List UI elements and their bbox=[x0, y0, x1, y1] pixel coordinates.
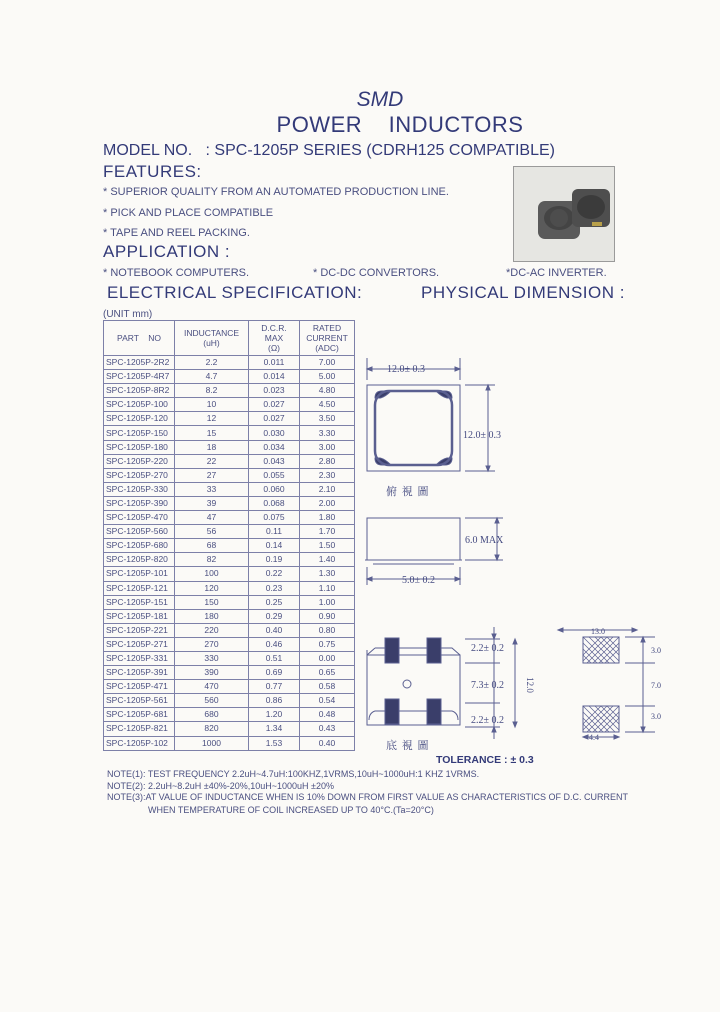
table-row bbox=[104, 426, 355, 440]
inductance-cell: 15 bbox=[175, 426, 249, 440]
rated-current-cell: 2.80 bbox=[300, 454, 355, 468]
table-row bbox=[104, 370, 355, 384]
part-number-cell: SPC-1205P-101 bbox=[104, 567, 175, 581]
part-number-cell: SPC-1205P-820 bbox=[104, 553, 175, 567]
part-number-cell: SPC-1205P-561 bbox=[104, 694, 175, 708]
table-row bbox=[104, 680, 355, 694]
rated-current-cell: 1.00 bbox=[300, 595, 355, 609]
rated-current-cell: 3.50 bbox=[300, 412, 355, 426]
inductance-cell: 56 bbox=[175, 525, 249, 539]
part-number-cell: SPC-1205P-391 bbox=[104, 666, 175, 680]
inductance-cell: 12 bbox=[175, 412, 249, 426]
rated-current-cell: 0.40 bbox=[300, 736, 355, 750]
rated-current-cell: 1.10 bbox=[300, 581, 355, 595]
dcr-cell: 0.014 bbox=[249, 370, 300, 384]
table-row bbox=[104, 609, 355, 623]
inductance-cell: 680 bbox=[175, 708, 249, 722]
spec-table bbox=[103, 320, 355, 751]
application-heading: APPLICATION : bbox=[103, 242, 231, 261]
dcr-cell: 1.34 bbox=[249, 722, 300, 736]
header-part-no: PART NO bbox=[104, 321, 175, 356]
dcr-cell: 0.51 bbox=[249, 651, 300, 665]
header-dcr: D.C.R. MAX (Ω) bbox=[249, 321, 300, 356]
table-body bbox=[104, 356, 355, 751]
inductance-cell: 150 bbox=[175, 595, 249, 609]
inductance-cell: 180 bbox=[175, 609, 249, 623]
table-row bbox=[104, 736, 355, 750]
part-number-cell: SPC-1205P-330 bbox=[104, 482, 175, 496]
table-row bbox=[104, 496, 355, 510]
dcr-cell: 0.29 bbox=[249, 609, 300, 623]
part-number-cell: SPC-1205P-181 bbox=[104, 609, 175, 623]
part-number-cell: SPC-1205P-470 bbox=[104, 511, 175, 525]
table-row bbox=[104, 595, 355, 609]
rated-current-cell: 0.65 bbox=[300, 666, 355, 680]
dcr-cell: 1.53 bbox=[249, 736, 300, 750]
feature-item: * TAPE AND REEL PACKING. bbox=[103, 227, 250, 239]
land-dim-7: 7.0 bbox=[651, 681, 661, 690]
inductance-cell: 22 bbox=[175, 454, 249, 468]
inductance-cell: 4.7 bbox=[175, 370, 249, 384]
inductance-cell: 1000 bbox=[175, 736, 249, 750]
dcr-cell: 0.69 bbox=[249, 666, 300, 680]
table-row bbox=[104, 356, 355, 370]
rated-current-cell: 1.30 bbox=[300, 567, 355, 581]
application-item: * NOTEBOOK COMPUTERS. bbox=[103, 267, 250, 279]
model-number: MODEL NO. : SPC-1205P SERIES (CDRH125 COMPATIBLE) bbox=[103, 142, 555, 159]
inductance-cell: 470 bbox=[175, 680, 249, 694]
part-number-cell: SPC-1205P-331 bbox=[104, 651, 175, 665]
dcr-cell: 0.060 bbox=[249, 482, 300, 496]
rated-current-cell: 1.50 bbox=[300, 539, 355, 553]
dcr-cell: 0.068 bbox=[249, 496, 300, 510]
rated-current-cell: 2.10 bbox=[300, 482, 355, 496]
land-dim-3a: 3.0 bbox=[651, 646, 661, 655]
rated-current-cell: 0.48 bbox=[300, 708, 355, 722]
part-number-cell: SPC-1205P-390 bbox=[104, 496, 175, 510]
feature-item: * PICK AND PLACE COMPATIBLE bbox=[103, 207, 274, 219]
table-row bbox=[104, 539, 355, 553]
inductance-cell: 47 bbox=[175, 511, 249, 525]
table-row bbox=[104, 384, 355, 398]
dim-height-max: 6.0 MAX bbox=[465, 535, 504, 546]
inductance-cell: 39 bbox=[175, 496, 249, 510]
physical-dimension-heading: PHYSICAL DIMENSION : bbox=[421, 283, 625, 302]
inductance-cell: 820 bbox=[175, 722, 249, 736]
rated-current-cell: 0.75 bbox=[300, 637, 355, 651]
inductance-cell: 2.2 bbox=[175, 356, 249, 370]
title-power-inductors: POWER INDUCTORS bbox=[276, 112, 524, 137]
inductance-cell: 330 bbox=[175, 651, 249, 665]
rated-current-cell: 0.58 bbox=[300, 680, 355, 694]
table-row bbox=[104, 468, 355, 482]
dim-top-width: 12.0± 0.3 bbox=[387, 364, 425, 375]
note-1: NOTE(1): TEST FREQUENCY 2.2uH~4.7uH:100KHZ,1VRMS,10uH~1000uH:1 KHZ 1VRMS. bbox=[107, 769, 480, 779]
dcr-cell: 0.027 bbox=[249, 412, 300, 426]
land-dim-4: 4.4 bbox=[589, 733, 599, 742]
top-view-caption: 俯 視 圖 bbox=[386, 486, 430, 498]
note-3: NOTE(3):AT VALUE OF INDUCTANCE WHEN IS 10% DOWN FROM FIRST VALUE AS CHARACTERISTICS OF D.C. CURRENT bbox=[107, 792, 629, 802]
dcr-cell: 0.030 bbox=[249, 426, 300, 440]
dim-pad-top: 2.2± 0.2 bbox=[471, 643, 504, 654]
features-heading: FEATURES: bbox=[103, 162, 202, 181]
dcr-cell: 0.40 bbox=[249, 623, 300, 637]
dcr-cell: 0.25 bbox=[249, 595, 300, 609]
dcr-cell: 0.22 bbox=[249, 567, 300, 581]
land-pattern-drawing bbox=[558, 628, 655, 739]
dcr-cell: 0.027 bbox=[249, 398, 300, 412]
rated-current-cell: 0.00 bbox=[300, 651, 355, 665]
dim-pad-middle: 7.3± 0.2 bbox=[471, 680, 504, 691]
title-smd: SMD bbox=[356, 88, 404, 111]
rated-current-cell: 3.00 bbox=[300, 440, 355, 454]
table-row bbox=[104, 694, 355, 708]
inductance-cell: 390 bbox=[175, 666, 249, 680]
table-row bbox=[104, 651, 355, 665]
table-row bbox=[104, 553, 355, 567]
rated-current-cell: 4.80 bbox=[300, 384, 355, 398]
part-number-cell: SPC-1205P-560 bbox=[104, 525, 175, 539]
table-row bbox=[104, 454, 355, 468]
inductance-cell: 68 bbox=[175, 539, 249, 553]
rated-current-cell: 0.90 bbox=[300, 609, 355, 623]
land-dim-3b: 3.0 bbox=[651, 712, 661, 721]
part-number-cell: SPC-1205P-150 bbox=[104, 426, 175, 440]
product-photo bbox=[513, 166, 615, 262]
dim-top-height: 12.0± 0.3 bbox=[463, 430, 501, 441]
table-row bbox=[104, 398, 355, 412]
inductance-cell: 120 bbox=[175, 581, 249, 595]
inductance-cell: 560 bbox=[175, 694, 249, 708]
part-number-cell: SPC-1205P-821 bbox=[104, 722, 175, 736]
application-item: *DC-AC INVERTER. bbox=[506, 267, 607, 279]
dcr-cell: 0.23 bbox=[249, 581, 300, 595]
inductance-cell: 33 bbox=[175, 482, 249, 496]
table-row bbox=[104, 440, 355, 454]
table-row bbox=[104, 525, 355, 539]
part-number-cell: SPC-1205P-100 bbox=[104, 398, 175, 412]
dcr-cell: 0.011 bbox=[249, 356, 300, 370]
inductance-cell: 82 bbox=[175, 553, 249, 567]
rated-current-cell: 0.54 bbox=[300, 694, 355, 708]
rated-current-cell: 1.80 bbox=[300, 511, 355, 525]
rated-current-cell: 1.70 bbox=[300, 525, 355, 539]
rated-current-cell: 1.40 bbox=[300, 553, 355, 567]
part-number-cell: SPC-1205P-120 bbox=[104, 412, 175, 426]
table-row bbox=[104, 637, 355, 651]
dcr-cell: 0.043 bbox=[249, 454, 300, 468]
rated-current-cell: 0.43 bbox=[300, 722, 355, 736]
inductance-cell: 100 bbox=[175, 567, 249, 581]
table-row bbox=[104, 722, 355, 736]
dimension-drawings bbox=[355, 345, 685, 750]
rated-current-cell: 3.30 bbox=[300, 426, 355, 440]
dim-side-width: 5.0± 0.2 bbox=[402, 575, 435, 586]
tolerance: TOLERANCE : ± 0.3 bbox=[436, 754, 534, 766]
table-header-row bbox=[104, 321, 355, 356]
inductance-cell: 10 bbox=[175, 398, 249, 412]
table-row bbox=[104, 581, 355, 595]
electrical-spec-heading: ELECTRICAL SPECIFICATION: bbox=[107, 283, 363, 302]
rated-current-cell: 2.00 bbox=[300, 496, 355, 510]
rated-current-cell: 2.30 bbox=[300, 468, 355, 482]
dcr-cell: 0.86 bbox=[249, 694, 300, 708]
land-width: 13.0 bbox=[591, 627, 605, 636]
header-inductance: INDUCTANCE (uH) bbox=[175, 321, 249, 356]
dim-pad-side: 12.0 bbox=[525, 677, 535, 693]
dcr-cell: 0.055 bbox=[249, 468, 300, 482]
table-row bbox=[104, 511, 355, 525]
part-number-cell: SPC-1205P-8R2 bbox=[104, 384, 175, 398]
part-number-cell: SPC-1205P-4R7 bbox=[104, 370, 175, 384]
dcr-cell: 0.46 bbox=[249, 637, 300, 651]
rated-current-cell: 0.80 bbox=[300, 623, 355, 637]
dcr-cell: 0.075 bbox=[249, 511, 300, 525]
table-row bbox=[104, 666, 355, 680]
header-rated-current: RATED CURRENT (ADC) bbox=[300, 321, 355, 356]
part-number-cell: SPC-1205P-180 bbox=[104, 440, 175, 454]
inductance-cell: 18 bbox=[175, 440, 249, 454]
dim-pad-bottom: 2.2± 0.2 bbox=[471, 715, 504, 726]
part-number-cell: SPC-1205P-220 bbox=[104, 454, 175, 468]
dcr-cell: 1.20 bbox=[249, 708, 300, 722]
inductance-cell: 270 bbox=[175, 637, 249, 651]
bottom-view-caption: 底 視 圖 bbox=[386, 740, 430, 750]
part-number-cell: SPC-1205P-151 bbox=[104, 595, 175, 609]
rated-current-cell: 5.00 bbox=[300, 370, 355, 384]
part-number-cell: SPC-1205P-221 bbox=[104, 623, 175, 637]
part-number-cell: SPC-1205P-270 bbox=[104, 468, 175, 482]
rated-current-cell: 7.00 bbox=[300, 356, 355, 370]
rated-current-cell: 4.50 bbox=[300, 398, 355, 412]
part-number-cell: SPC-1205P-681 bbox=[104, 708, 175, 722]
note-3-continued: WHEN TEMPERATURE OF COIL INCREASED UP TO 40°C.(Ta=20°C) bbox=[148, 805, 434, 815]
table-row bbox=[104, 412, 355, 426]
table-row bbox=[104, 623, 355, 637]
dcr-cell: 0.14 bbox=[249, 539, 300, 553]
dcr-cell: 0.77 bbox=[249, 680, 300, 694]
part-number-cell: SPC-1205P-471 bbox=[104, 680, 175, 694]
dcr-cell: 0.023 bbox=[249, 384, 300, 398]
inductance-cell: 27 bbox=[175, 468, 249, 482]
table-row bbox=[104, 482, 355, 496]
note-2: NOTE(2): 2.2uH~8.2uH ±40%-20%,10uH~1000uH ±20% bbox=[107, 781, 335, 791]
part-number-cell: SPC-1205P-102 bbox=[104, 736, 175, 750]
dcr-cell: 0.11 bbox=[249, 525, 300, 539]
part-number-cell: SPC-1205P-2R2 bbox=[104, 356, 175, 370]
part-number-cell: SPC-1205P-680 bbox=[104, 539, 175, 553]
part-number-cell: SPC-1205P-271 bbox=[104, 637, 175, 651]
dcr-cell: 0.19 bbox=[249, 553, 300, 567]
inductance-cell: 220 bbox=[175, 623, 249, 637]
feature-item: * SUPERIOR QUALITY FROM AN AUTOMATED PRODUCTION LINE. bbox=[103, 186, 449, 198]
application-item: * DC-DC CONVERTORS. bbox=[313, 267, 440, 279]
part-number-cell: SPC-1205P-121 bbox=[104, 581, 175, 595]
table-row bbox=[104, 567, 355, 581]
dcr-cell: 0.034 bbox=[249, 440, 300, 454]
unit-label: (UNIT mm) bbox=[103, 309, 153, 320]
table-row bbox=[104, 708, 355, 722]
inductance-cell: 8.2 bbox=[175, 384, 249, 398]
